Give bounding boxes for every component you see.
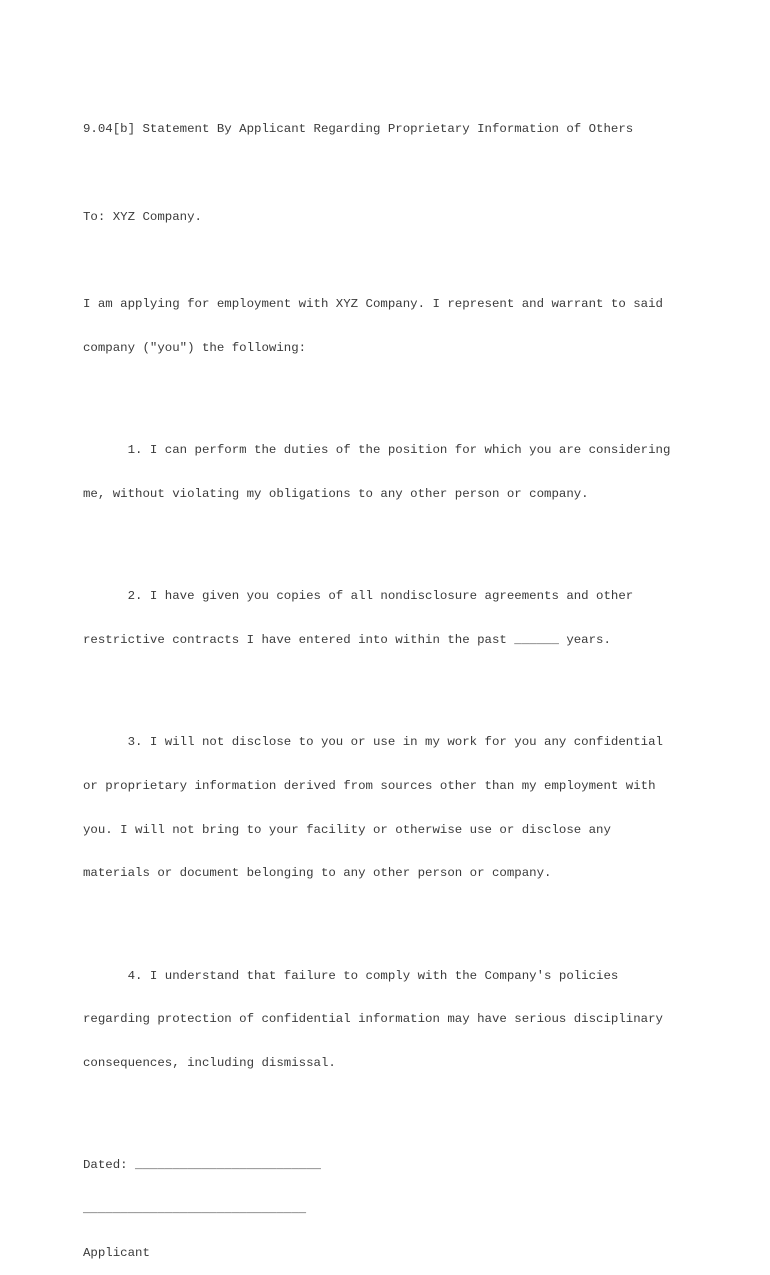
intro-line: company ("you") the following: xyxy=(83,341,307,356)
spacer xyxy=(83,254,723,269)
document-page xyxy=(83,93,723,1275)
document-title: 9.04[b] Statement By Applicant Regarding Proprietary Information of Others xyxy=(83,122,634,137)
item-1-line: me, without violating my obligations to any other person or company. xyxy=(83,487,589,502)
item-3-line: 3. I will not disclose to you or use in my work for you any confidential xyxy=(83,735,663,750)
spacer xyxy=(83,1100,723,1115)
signature-line: ______________________________ xyxy=(83,1202,307,1217)
item-3-line: materials or document belonging to any other person or company. xyxy=(83,866,552,881)
recipient-line: To: XYZ Company. xyxy=(83,209,202,224)
item-3-line: or proprietary information derived from sources other than my employment with xyxy=(83,778,656,793)
signature-label: Applicant xyxy=(83,1245,150,1260)
spacer xyxy=(83,910,723,925)
spacer xyxy=(83,531,723,546)
item-1-line: 1. I can perform the duties of the position for which you are considering xyxy=(83,443,671,458)
spacer xyxy=(83,677,723,692)
spacer xyxy=(83,385,723,400)
intro-line: I am applying for employment with XYZ Company. I represent and warrant to said xyxy=(83,297,663,312)
item-4-line: 4. I understand that failure to comply with the Company's policies xyxy=(83,968,619,983)
item-4-line: regarding protection of confidential information may have serious disciplinary xyxy=(83,1012,663,1027)
spacer xyxy=(83,166,723,181)
item-3-line: you. I will not bring to your facility or otherwise use or disclose any xyxy=(83,822,611,837)
item-2-line: 2. I have given you copies of all nondisclosure agreements and other xyxy=(83,589,634,604)
item-2-line: restrictive contracts I have entered into within the past ______ years. xyxy=(83,632,611,647)
item-4-line: consequences, including dismissal. xyxy=(83,1056,336,1071)
dated-field: Dated: _________________________ xyxy=(83,1158,321,1173)
